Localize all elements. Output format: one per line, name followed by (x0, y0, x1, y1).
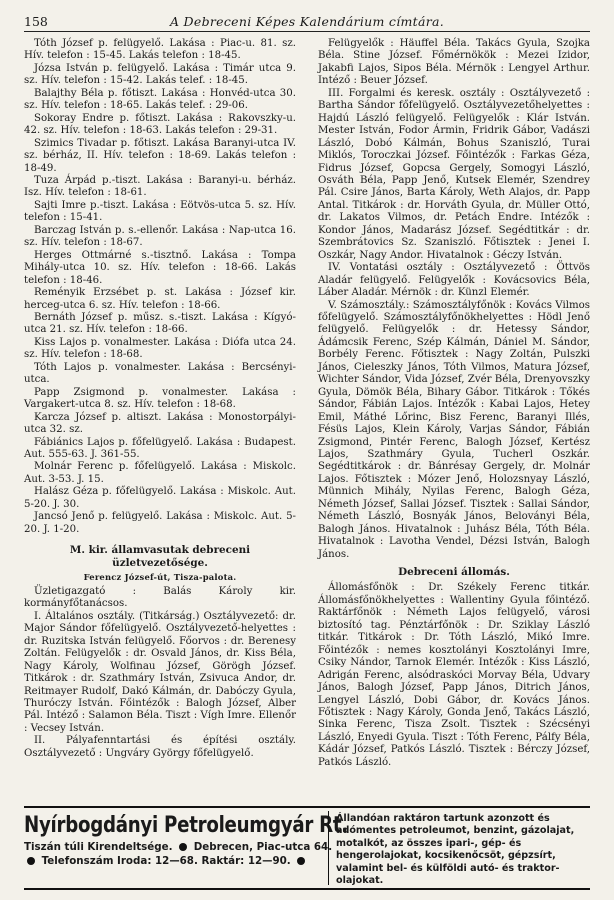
directory-entry: Tóth Lajos p. vonalmester. Lakása : Bercsényi-utca. (24, 361, 296, 386)
right-column (318, 38, 590, 769)
directory-entry: Tóth József p. felügyelő. Lakása : Piac-u. 81. sz. Hív. telefon : 15-45. Lakás telefon : 18-45. (24, 38, 296, 62)
page-number: 158 (24, 14, 48, 29)
phone-line (24, 854, 324, 868)
directory-entry: Jancsó Jenő p. felügyelő. Lakása : Miskolc. Aut. 5-20. J. 1-20. (24, 511, 296, 535)
directory-entry: Fábiánics Lajos p. főfelügyelő. Lakása : Budapest. Aut. 555-63. J. 361-55. (24, 436, 296, 460)
section-subheading: Ferencz József-út, Tisza-palota. (83, 571, 237, 582)
directory-entry: Halász Géza p. főfelügyelő. Lakása : Miskolc. Aut. 5-20. J. 30. (24, 486, 296, 510)
section-paragraph: III. Forgalmi és keresk. osztály : Osztályvezető : Bartha Sándor főfelügyelő. Osztályvezetőhelyettes : Hajdú László felügyelő. Felügyelők : Klár István. Mester István, Fodor Ármin, Fridrik Gábor, Vadászi László, Dobó Kálmán, Bohus Szaniszló, Turai Miklós, Toroczkai József. Főintézők : Farkas Géza, Fidrus József, Gopcsa Gergely, Somogyi László, Osváth Béla, Papp Jenő, Kutsek Elemér, Szendrey Pál. Csire János, Barta Károly, Weth Alajos, dr. Papp Antal. Titkárok : dr. Horváth Gyula, dr. Müller Ottó, dr. Lakatos Vilmos, dr. Petách Endre. Intézők : Kondor János, Madarász József. Segédtitkár : dr. Szembrátovics Sz. Szaniszló. Főtisztek : Jenei I. Oszkár, Nagy Andor. Hivatalnok : Géczy István. (318, 87, 590, 261)
directory-entry: Józsa István p. felügyelő. Lakása : Timár utca 9. sz. Hív. telefon : 15-42. Lakás telef. : 18-45. (24, 62, 296, 87)
section-paragraph: I. Általános osztály. (Titkárság.) Osztályvezető: dr. Major Sándor főfelügyelő. Osztályvezető-helyettes : dr. Ruzitska István felügyelő. Főorvos : dr. Berenesy Zoltán. Felügyelők : dr. Osvald János, dr. Kiss Béla, Nagy Károly, Wolfinau József, Görögh József. Titkárok : dr. Szathmáry István, Zsivuca Andor, dr. Reitmayer Rudolf, Dakó Kálmán, dr. Dabóczy Gyula, Thuróczy István. Főintézők : Balogh József, Alber Pál. Intéző : Salamon Béla. Tiszt : Vígh Imre. Ellenőr : Vecsey István. (24, 610, 296, 734)
section-paragraph: II. Pályafenntartási és építési osztály. Osztályvezető : Ungváry György főfelügyelő. (24, 735, 296, 759)
directory-entry: Sajti Imre p.-tiszt. Lakása : Eötvös-utca 5. sz. Hív. telefon : 15-41. (24, 199, 296, 224)
running-title: A Debreceni Képes Kalendárium címtára. (169, 14, 445, 29)
section-paragraph: Üzletigazgató : Balás Károly kir. kormányfőtanácsos. (24, 585, 296, 610)
ad-left-block (24, 812, 348, 868)
directory-entry: Kiss Lajos p. vonalmester. Lakása : Diófa utca 24. sz. Hív. telefon : 18-68. (24, 336, 296, 361)
directory-entry: Papp Zsigmond p. vonalmester. Lakása : Vargakert-utca 8. sz. Hív. telefon : 18-68. (24, 386, 296, 411)
branch-name: Tiszán túli Kirendeltsége. (24, 841, 173, 853)
branch-address: Debrecen, Piac-utca 64. (193, 841, 333, 853)
directory-entry: Barczag István p. s.-ellenőr. Lakása : Nap-utca 16. sz. Hív. telefon : 18-67. (24, 224, 296, 249)
bullet-icon (297, 857, 305, 865)
directory-entry: Tuza Árpád p.-tiszt. Lakása : Baranyi-u. bérház. Isz. Hív. telefon : 18-61. (24, 174, 296, 199)
station-heading: Debreceni állomás. (398, 566, 510, 579)
directory-entry: Herges Ottmárné s.-tisztnő. Lakása : Tompa Mihály-utca 10. sz. Hív. telefon : 18-66. Lakás telefon : 18-46. (24, 249, 296, 286)
page-header (24, 14, 590, 32)
branch-line (24, 840, 333, 854)
phone-numbers: Telefonszám Iroda: 12—68. Raktár: 12—90. (41, 855, 291, 867)
directory-entry: Balajthy Béla p. főtiszt. Lakása : Honvéd-utca 30. sz. Hív. telefon : 18-65. Lakás telef. : 29-06. (24, 87, 296, 112)
left-column (24, 38, 296, 760)
station-paragraph: Állomásfőnök : Dr. Székely Ferenc titkár. Állomásfőnökhelyettes : Wallentiny Gyula főintéző. Raktárfőnök : Németh Lajos felügyelő, városi biztosító tag. Pénztárfőnök : Dr. Sziklay László titkár. Titkárok : Dr. Tóth László, Mikó Imre. Főintézők : nemes kosztolányi Kosztolányi Imre, Csiky Nándor, Tarnok Elemér. Intézők : Kiss László, Adrigán Ferenc, alsódraskóci Morvay Béla, Udvary János, Balogh József, Papp János, Ditrich János, Lengyel László, Dobi Gábor, dr. Kovács János. Főtisztek : Nagy Károly, Gonda Jenő, Takács László, Sinka Ferenc, Tisza Zsolt. Tisztek : Szécsényi László, Enyedi Gyula. Tiszt : Tóth Ferenc, Pálfy Béla, Kádár József, Patkós László. Tisztek : Bérczy József, Patkós László. (318, 582, 590, 768)
directory-entry: Bernáth József p. műsz. s.-tiszt. Lakása : Kígyó-utca 21. sz. Hív. telefon : 18-66. (24, 311, 296, 336)
directory-entry: Reményik Erzsébet p. st. Lakása : József kir. herceg-utca 6. sz. Hív. telefon : 18-66. (24, 287, 296, 311)
section-paragraph: IV. Vontatási osztály : Osztályvezető : Öttvös Aladár felügyelő. Felügyelők : Kovácsovics Béla, Láber Aladár. Mérnök : dr. Künzl Elemér. (318, 262, 590, 299)
section-heading: M. kir. államvasutak debreceni üzletvezetősége. (69, 544, 251, 569)
directory-entry: Szimics Tivadar p. főtiszt. Lakása Baranyi-utca IV. sz. bérház, II. Hív. telefon : 18-69. Lakás telefon : 18-49. (24, 137, 296, 174)
bullet-icon (179, 843, 187, 851)
directory-entry: Sokoray Endre p. főtiszt. Lakása : Rakovszky-u. 42. sz. Hív. telefon : 18-63. Lakás telefon : 29-31. (24, 112, 296, 137)
section-paragraph: V. Számosztály.: Számosztályfőnök : Kovács Vilmos főfelügyelő. Számosztályfőnökhelyettes : Hödl Jenő felügyelő. Felügyelők : dr. Hetessy Sándor, Ádámcsik Ferenc, Szép Kálmán, Dániel M. Sándor, Borbély Ferenc. Főtisztek : Nagy Zoltán, Pulszki János, Cieleszky János, Tóth Vilmos, Matura József, Wichter Sándor, Vida József, Zvér Béla, Drenyovszky Gyula, Dömök Béla, Bihary Gábor. Titkárok : Tőkés Sándor, Fábián Lajos. Intézők : Kabai Lajos, Hetey Emil, Máthé Lőrinc, Bisz Ferenc, Baranyi Illés, Fésüs Lajos, Klein Károly, Varjas Sándor, Fábián Zsigmond, Pintér Ferenc, Balogh József, Kertész Lajos, Szathmáry Gyula, Tucherl Oszkár. Segédtitkárok : dr. Bánrésay Gergely, dr. Molnár Lajos. Főtisztek : Mózer Jenő, Holozsnyay László, Münnich Mihály, Nyilas Ferenc, Balogh Géza, Németh József, Sallai József. Tisztek : Sallai Sándor, Németh László, Bosnyák János, Beloványi Béla, Balogh János. Hivatalnok : Juhász Béla, Tóth Béla. Hivatalnok : Lavotha Vendel, Dézsi István, Balogh János. (318, 299, 590, 560)
section-paragraph: Felügyelők : Häuffel Béla. Takács Gyula, Szojka Béla. Stine József. Főmérnökök : Mezei Izidor, Jakabfi Lajos, Sipos Béla. Mérnök : Lengyel Arthur. Intéző : Beuer József. (318, 38, 590, 87)
ad-divider (328, 811, 329, 885)
bullet-icon (27, 857, 35, 865)
header-rule (24, 31, 590, 32)
advertisement (24, 806, 590, 890)
directory-entry: Molnár Ferenc p. főfelügyelő. Lakása : Miskolc. Aut. 3-53. J. 15. (24, 461, 296, 485)
ad-description: Állandóan raktáron tartunk azonzott és adómentes petroleumot, benzint, gázolajat, motalkót, az összes ipari-, gép- és hengerolajokat, kocsikenőcsöt, gépzsírt, valamint bel- és külföldi autó- és traktor-olajokat. (336, 813, 575, 887)
company-name: Nyírbogdányi Petroleumgyár Rt. (24, 813, 348, 838)
directory-entry: Karcza József p. altiszt. Lakása : Monostorpályi-utca 32. sz. (24, 411, 296, 436)
